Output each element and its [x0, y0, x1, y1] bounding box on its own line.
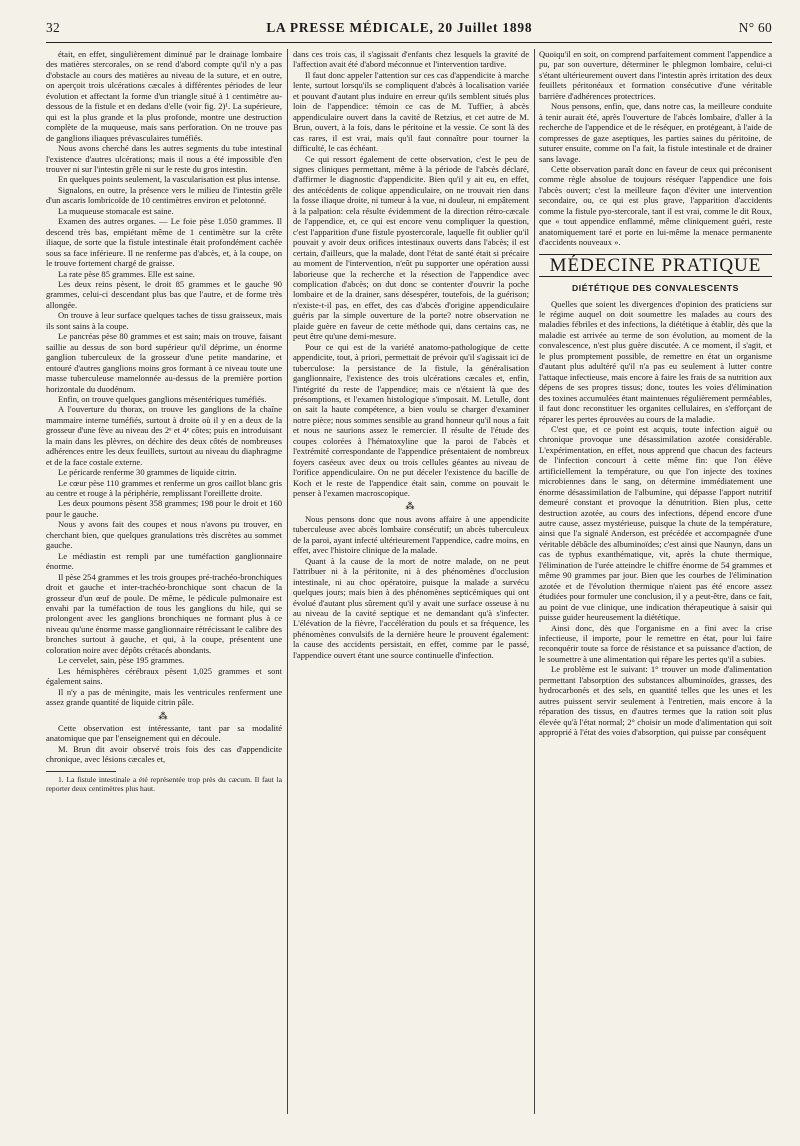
paragraph: Le cervelet, sain, pèse 195 grammes.	[58, 655, 185, 666]
column-divider-2	[534, 49, 535, 1114]
paragraph: Les hémisphères cérébraux pèsent 1,025 grammes et sont également sains.	[46, 665, 282, 687]
issue-number: N° 60	[738, 20, 772, 35]
paragraph: Quoiqu'il en soit, on comprend parfaitement comment l'appendice a pu, par son ouverture, déterminer le phlegmon lombaire, celui-ci s'étant ultérieurement ouvert dans l'intestin après irritation des deux feuillets péritonéaux et formation consécutive d'une véritable barrière d'adhérences protectrices.	[539, 49, 772, 101]
section-title: MÉDECINE PRATIQUE	[549, 254, 762, 276]
paragraph: Il pèse 254 grammes et les trois groupes pré-trachéo-bronchiques droit et gauche et inter-trachéo-bronchique sont chacun de la grosseur d'un œuf de poule. De même, le pédicule pulmonaire est envahi par la tuméfaction de tous les ganglions du hile, qui se prolongent avec les ganglions bronchiques ne formant plus à ce niveau qu'une énorme masse ganglionnaire rétrécissant le calibre des bronches surtout à gauche, et qui, à la coupe, présentent une coloration noire avec dépôts crétacés abondants.	[46, 571, 282, 655]
paragraph: C'est que, et ce point est acquis, toute infection aiguë ou chronique provoque une désassimilation azotée considérable. L'expérimentation, en effet, nous apprend que chacun des facteurs de l'infection concourt à cette même fin: que l'on élève artificiellement la température, ou que l'on injecte des toxines microbiennes dans le sang, on détermine immédiatement une énorme désassimilation de l'albumine, qui dépasse l'apport nutritif demeuré constant et provoque la dénutrition. Bien plus, cette destruction azotée, au cours des infections, dépend encore d'une autre cause, assez mystérieuse, puisque la chute de la température, ainsi que l'a signalé Anderson, est précédée et accompagnée d'une véritable débâcle des albuminoïdes; c'est ainsi que Naunyn, dans un cas de typhus exanthématique, vit, après la chute thermique, l'élimination de l'urée atteindre le chiffre énorme de 54 grammes et même 90 grammes par jour. Bien que les courbes de l'élimination azotée et de l'évolution thermique n'aient pas été encore assez étudiées pour formuler une conclusion, il y a peut-être, dans ce fait, au point de vue clinique, une indication thérapeutique à saisir qui puisse guider heureusement la diététique.	[539, 423, 772, 623]
article-subheading: DIÉTÉTIQUE DES CONVALESCENTS	[571, 283, 740, 294]
paragraph: Il n'y a pas de méningite, mais les ventricules renferment une assez grande quantité de liquide citrin pâle.	[46, 686, 282, 708]
column-1	[46, 49, 282, 793]
paragraph: Le problème est le suivant: 1° trouver un mode d'alimentation permettant l'absorption des substances albuminoïdes, grasses, des hydrocarbonés et des sels, en quantité telles que les unes et les autres puissent servir seulement à l'entretien, mais encore à la réparation des tissus, en d'autres termes que la ration soit plus élevée qu'à l'état normal; 2° choisir un mode d'alimentation qui soit approprié à l'état des voies d'absorption, qui puisse par conséquent	[539, 664, 772, 738]
paragraph: dans ces trois cas, il s'agissait d'enfants chez lesquels la gravité de l'affection avait été d'abord méconnue et l'intervention tardive.	[293, 49, 529, 70]
paragraph: En quelques points seulement, la vascularisation est plus intense.	[58, 174, 281, 185]
paragraph: Nous pensons, enfin, que, dans notre cas, la meilleure conduite à tenir aurait été, après l'ouverture de l'abcès lombaire, d'aller à la recherche de l'appendice et de le réséquer, en protégeant, à l'aide de compresses de gaze aseptiques, les parties saines du péritoine, de suturer ensuite, comme on l'a fait, la fistule intestinale et de drainer sans lavage.	[539, 101, 772, 164]
column-divider-1	[287, 49, 288, 1114]
footnote: 1. La fistule intestinale a été représentée trop près du cæcum. Il faut la reporter deux centimètres plus haut.	[46, 774, 282, 793]
page-number: 32	[46, 20, 60, 35]
column-2	[293, 49, 529, 660]
paragraph: Nous pensons donc que nous avons affaire à une appendicite tuberculeuse avec abcès lombaire consécutif; un abcès tuberculeux de la paroi, ayant infecté ultérieurement l'appendice, cadre moins, en effet, avec l'histoire clinique de la malade.	[293, 513, 529, 556]
section-heading-box	[539, 254, 772, 277]
paragraph: Signalons, en outre, la présence vers le milieu de l'intestin grêle d'un ascaris lombricoïde de 10 centimètres environ et pelotonné.	[46, 184, 282, 206]
paragraph: Quelles que soient les divergences d'opinion des praticiens sur le régime auquel on doit soumettre les malades au cours des maladies fébriles et des infections, la diététique à établir, dès que la maladie est arrivée au terme de son évolution, au moment de la convalescence, n'est plus guère discutée. A ce moment, il s'agit, et le plus promptement possible, de remettre en état un organisme d'autant plus adultéré qu'il n'a pas eu seulement à lutter contre l'attaque infectieuse, mais encore à faire les frais de sa nutrition aux dépens de ses propres tissus; donc, toutes les voies d'élimination des toxines accumulées étant maintenues régulièrement perméables, il faut donc reconstituer les organites cellulaires, en s'efforçant de réparer les pertes éprouvées au cours de la maladie.	[539, 298, 772, 424]
paragraph: La rate pèse 85 grammes. Elle est saine.	[58, 268, 195, 279]
paragraph: Les deux reins pèsent, le droit 85 grammes et le gauche 90 grammes, celui-ci descendant plus bas que l'autre, et de forme très allongée.	[46, 278, 282, 310]
paragraph: Le péricarde renferme 30 grammes de liquide citrin.	[58, 467, 237, 478]
section-separator: ⁂	[405, 501, 417, 512]
paragraph: Le cœur pèse 110 grammes et renferme un gros caillot blanc gris au centre et rouge à la périphérie, remplissant l'oreillette droite.	[46, 477, 282, 499]
paragraph: Le pancréas pèse 80 grammes et est sain; mais on trouve, faisant saillie au dessus de son bord supérieur qu'il déprime, un énorme ganglion tuberculeux de la grosseur d'une petite mandarine, et entouré d'autres ganglions moins gros formant à ce niveau toute une masse tuberculeuse mamelonnée au-dessus de la première portion horizontale du duodénum.	[46, 331, 282, 394]
paragraph: Les deux poumons pèsent 358 grammes; 198 pour le droit et 160 pour le gauche.	[46, 498, 282, 519]
header-rule	[46, 42, 772, 43]
paragraph: La muqueuse stomacale est saine.	[58, 205, 174, 216]
paragraph: Il faut donc appeler l'attention sur ces cas d'appendicite à marche lente, surtout lorsqu'ils se compliquent d'abcès à localisation variée et pouvant d'autant plus induire en erreur qu'ils semblent situés plus loin de l'appendice: témoin ce cas de M. Tuffier, à abcès appendiculaire ouvert dans la cavité de Retzius, et cet autre de M. Brun, ouvert, à la fois, dans le péritoine et la vessie. Ce sont là des cas rares, il est vrai, mais qu'il faut connaître pour tourner la difficulté, le cas échéant.	[293, 69, 529, 154]
paragraph: M. Brun dit avoir observé trois fois des cas d'appendicite chronique, avec lésions cæcales et,	[46, 743, 282, 765]
journal-title: LA PRESSE MÉDICALE, 20 Juillet 1898	[266, 20, 533, 35]
paragraph: Nous y avons fait des coupes et nous n'avons pu trouver, en cherchant bien, que quelques granulations très discrètes au sommet gauche.	[46, 519, 282, 551]
column-3	[539, 49, 772, 738]
paragraph: On trouve à leur surface quelques taches de tissu graisseux, mais ils sont sains à la coupe.	[46, 310, 282, 331]
section-separator: ⁂	[158, 710, 170, 721]
paragraph: était, en effet, singulièrement diminué par le drainage lombaire des matières stercorales, on se rend d'abord compte qu'il n'y a pas d'obstacle au cours des matières au niveau de la suture, et en outre, on aperçoit trois ulcérations cæcales à différentes périodes de leur évolution et affectant la forme d'un triangle situé à 1 centimètre au-dessous de la fistule et en dedans d'elle (voir fig. 2)¹. La supérieure, qui est la plus grande et la plus profonde, montre une destruction complète de la muqueuse, mais sans perforation. On ne trouve pas de ganglions iliaques prévasculaires tuméfiés.	[46, 49, 282, 143]
paragraph: Cette observation paraît donc en faveur de ceux qui préconisent comme règle absolue de toujours réséquer l'appendice une fois l'abcès ouvert; c'est la meilleure façon d'éviter une intervention secondaire, ou, ce qui est plus grave, l'apparition d'accidents comme la fistule pyo-stercorale, tant il est vrai, comme le dit Roux, que « tout appendice enflammé, même cliniquement guéri, reste anatomiquement taré et porte en lui-même la menace permanente d'accidents nouveaux ».	[539, 163, 772, 248]
paragraph: Enfin, on trouve quelques ganglions mésentériques tuméfiés.	[58, 393, 267, 404]
paragraph: Quant à la cause de la mort de notre malade, on ne peut l'attribuer ni à la péritonite, ni à des phénomènes d'occlusion intestinale, ni au choc opératoire, puisque la malade a survécu quelques jours; mais bien à des phénomènes septicémiques qui ont évolué d'autant plus sûrement qu'il y avait une surface osseuse à nu au niveau de la cavité septique et ne demandant qu'à s'infecter. L'élévation de la fièvre, l'accélération du pouls et sa fréquence, les phénomènes convulsifs de la dernière heure le prouvent également: la cause des accidents persistait, en effet, comme par le passé, l'appendice ouvert étant une source continuelle d'infection.	[293, 555, 529, 660]
paragraph: Nous avons cherché dans les autres segments du tube intestinal l'existence d'autres ulcérations; mais il nous a été impossible d'en trouver ni sur l'intestin grêle ni sur le reste du gros intestin.	[46, 143, 282, 174]
paragraph: Examen des autres organes. — Le foie pèse 1.050 grammes. Il descend très bas, empiétant même de 1 centimètre sur la crête iliaque, de sorte que la fistule intestinale était profondément cachée sous sa face inférieure. Il ne renferme pas d'abcès, et, à la coupe, on le trouve fortement chargé de graisse.	[46, 216, 282, 269]
paragraph: A l'ouverture du thorax, on trouve les ganglions de la chaîne mammaire interne tuméfiés, surtout à droite où il y en a deux de la grosseur d'une fève au niveau des 2ᵉ et 4ᵉ côtes; puis en introduisant la main dans les plèvres, on déchire des deux côtés de nombreuses adhérences entre les deux feuillets, surtout au niveau du diaphragme et de la face costale externe.	[46, 404, 282, 467]
paragraph: Ainsi donc, dès que l'organisme en a fini avec la crise infectieuse, il importe, pour le remettre en état, pour lui faire reconquérir toute sa force de résistance et sa puissance d'action, de le soumettre à une alimentation qui répare les pertes qu'il a subies.	[539, 622, 772, 664]
paragraph: Pour ce qui est de la variété anatomo-pathologique de cette appendicite, tout, à priori, permettait de prévoir qu'il s'agissait ici de tuberculose: la persistance de la fistule, la généralisation ganglionnaire, l'existence des trois ulcérations cæcales et, enfin, l'intégrité du reste de l'appendice; mais ce n'étaient là que des présomptions, et l'examen histologique s'imposait. M. Letulle, dont on sait la haute compétence, a bien voulu se charger d'examiner notre pièce; nous sommes sensible au grand honneur qu'il nous a fait et nous ne saurions assez le remercier. Il résulte de l'étude des coupes colorées à l'hématoxyline que la paroi de l'abcès et l'extrémité correspondante de l'appendice présentaient de nombreux foyers caséeux avec deux ou trois cellules géantes au niveau de l'orifice appendiculaire. On ne put déceler l'existence du bacille de Koch et le reste de l'appendice était sain, comme on pouvait le penser à l'examen macroscopique.	[293, 341, 529, 499]
footnote-rule	[46, 771, 116, 772]
page-header	[46, 20, 772, 42]
paragraph: Le médiastin est rempli par une tuméfaction ganglionnaire énorme.	[46, 550, 282, 572]
paragraph: Cette observation est intéressante, tant par sa modalité anatomique que par l'enseignement qui en découle.	[46, 723, 282, 744]
paragraph: Ce qui ressort également de cette observation, c'est le peu de signes cliniques permettant, même à la période de l'abcès déclaré, d'affirmer le diagnostic d'appendicite. Bien qu'il y ait eu, en effet, des antécédents de colique appendiculaire, on ne trouvait rien dans la fosse iliaque droite, ni tumeur à la vue, ni douleur, ni empâtement à la palpation: cela résulte évidemment de la direction rétro-cæcale de l'appendice, et, ce qui est encore venu compliquer la question, c'est l'apparition d'une fistule pyostercorale, laquelle fit oublier qu'il pouvait y avoir deux orifices intestinaux ouverts dans l'abcès; il est certain, d'ailleurs, que la malade, dont l'état de santé était si précaire au moment de l'intervention, n'eût pu supporter une opération aussi laborieuse que la recherche et la résection de l'appendice avec complication d'abcès; on dut donc se contenter d'ouvrir la poche lombaire et de la drainer, sans désespérer, toutefois, de la guérison; n'existe-t-il pas, en effet, des cas d'abcès d'origine appendiculaire guéris par la simple ouverture de la porte? notre observation ne plaide guère en faveur de cette méthode qui, dans certains cas, ne peut être qu'une demi-mesure.	[293, 153, 529, 342]
